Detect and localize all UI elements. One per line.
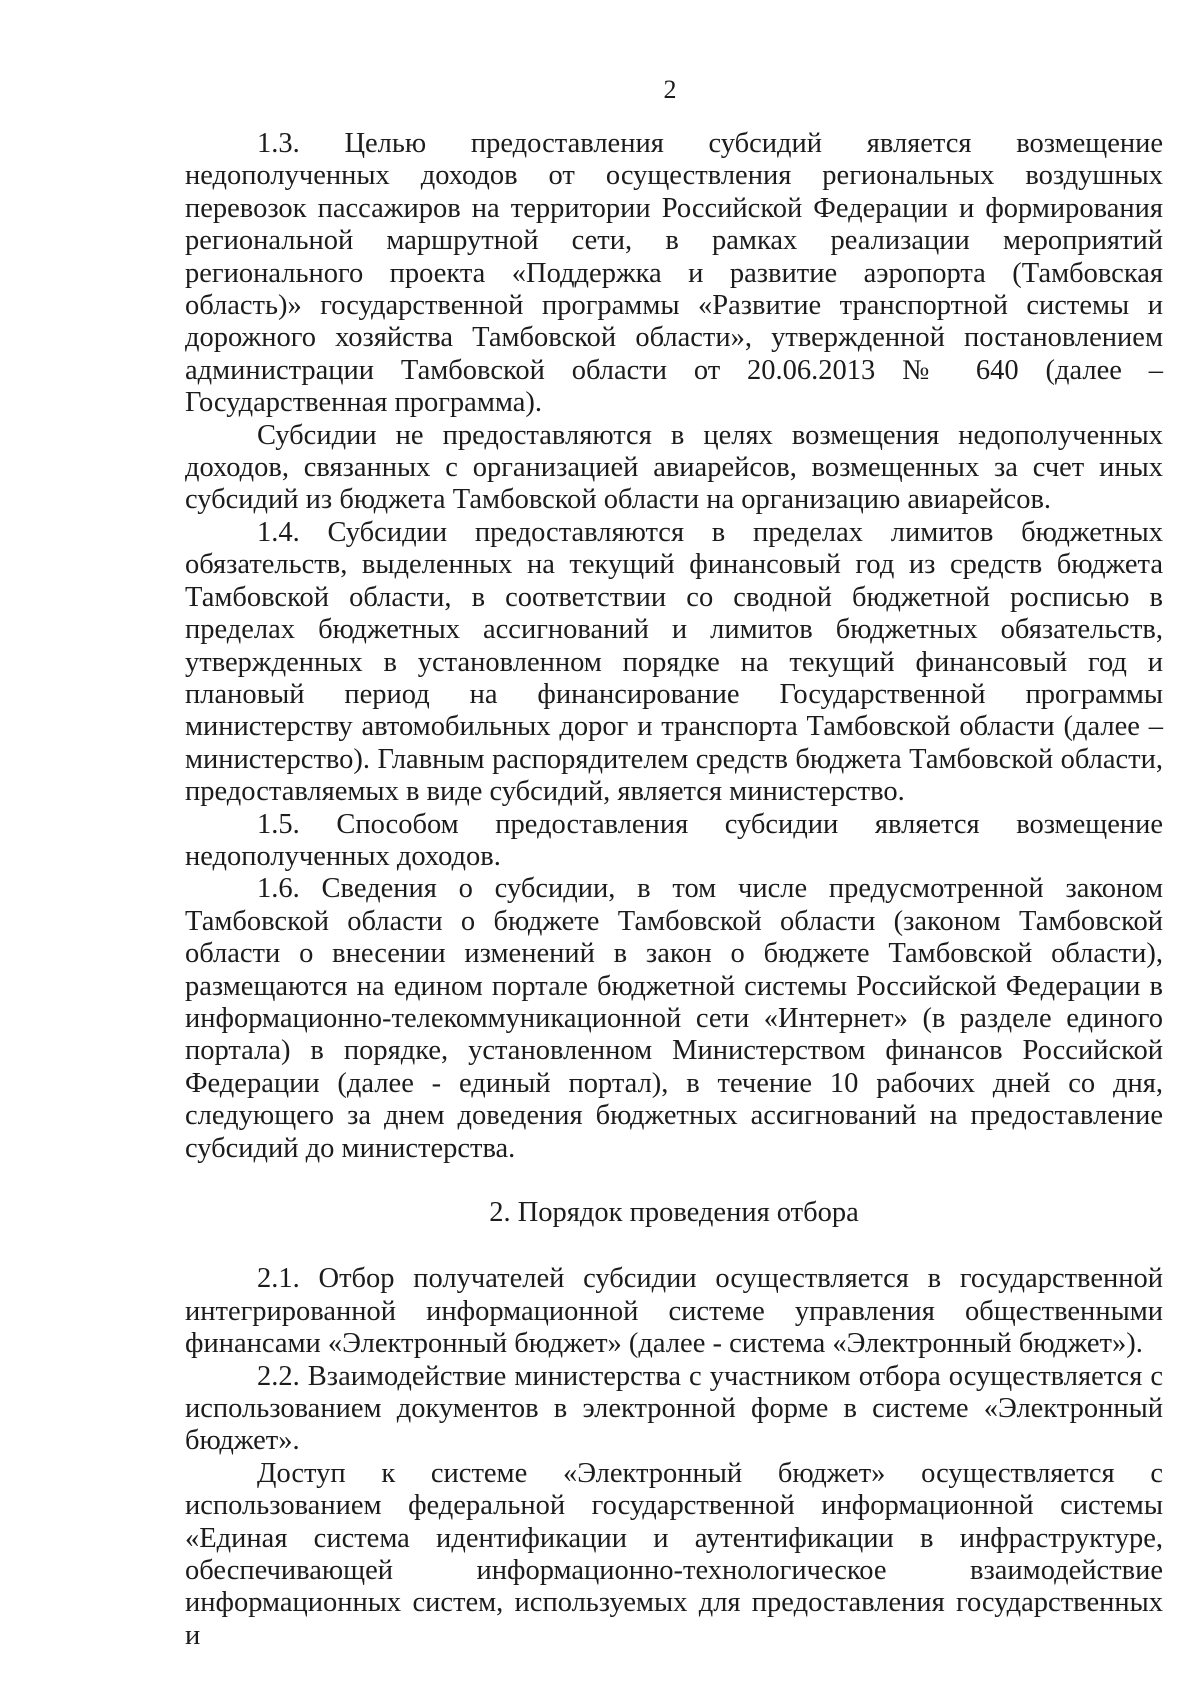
paragraph-1-3: 1.3. Целью предоставления субсидий является возмещение недополученных доходов от осуществления региональных воздушных перевозок пассажиров на территории Российской Федерации и формирования региональной маршрутной сети, в рамках реализации мероприятий регионального проекта «Поддержка и развитие аэропорта (Тамбовская область)» государственной программы «Развитие транспортной системы и дорожного хозяйства Тамбовской области», утвержденной постановлением администрации Тамбовской области от 20.06.2013 № 640 (далее – Государственная программа). <box>185 128 1163 419</box>
paragraph-subsidy-exclusion: Субсидии не предоставляются в целях возмещения недополученных доходов, связанных с организацией авиарейсов, возмещенных за счет иных субсидий из бюджета Тамбовской области на организацию авиарейсов. <box>185 419 1163 516</box>
paragraph-2-2: 2.2. Взаимодействие министерства с участником отбора осуществляется с использованием документов в электронной форме в системе «Электронный бюджет». <box>185 1360 1163 1457</box>
document-body <box>185 128 1163 1652</box>
paragraph-1-5: 1.5. Способом предоставления субсидии является возмещение недополученных доходов. <box>185 808 1163 872</box>
paragraph-1-4: 1.4. Субсидии предоставляются в пределах лимитов бюджетных обязательств, выделенных на текущий финансовый год из средств бюджета Тамбовской области, в соответствии со сводной бюджетной росписью в пределах бюджетных ассигнований и лимитов бюджетных обязательств, утвержденных в установленном порядке на текущий финансовый год и плановый период на финансирование Государственной программы министерству автомобильных дорог и транспорта Тамбовской области (далее – министерство). Главным распорядителем средств бюджета Тамбовской области, предоставляемых в виде субсидий, является министерство. <box>185 516 1163 808</box>
paragraph-1-6: 1.6. Сведения о субсидии, в том числе предусмотренной законом Тамбовской области о бюджете Тамбовской области (законом Тамбовской области о внесении изменений в закон о бюджете Тамбовской области), размещаются на едином портале бюджетной системы Российской Федерации в информационно-телекоммуникационной сети «Интернет» (в разделе единого портала) в порядке, установленном Министерством финансов Российской Федерации (далее - единый портал), в течение 10 рабочих дней со дня, следующего за днем доведения бюджетных ассигнований на предоставление субсидий до министерства. <box>185 873 1163 1164</box>
section-heading: 2. Порядок проведения отбора <box>489 1197 859 1228</box>
page-number: 2 <box>663 75 677 104</box>
paragraph-2-1: 2.1. Отбор получателей субсидии осуществляется в государственной интегрированной информационной системе управления общественными финансами «Электронный бюджет» (далее - система «Электронный бюджет»). <box>185 1263 1163 1360</box>
paragraph-access: Доступ к системе «Электронный бюджет» осуществляется с использованием федеральной государственной информационной системы «Единая система идентификации и аутентификации в инфраструктуре, обеспечивающей информационно-технологическое взаимодействие информационных систем, используемых для предоставления государственных и <box>185 1457 1163 1651</box>
